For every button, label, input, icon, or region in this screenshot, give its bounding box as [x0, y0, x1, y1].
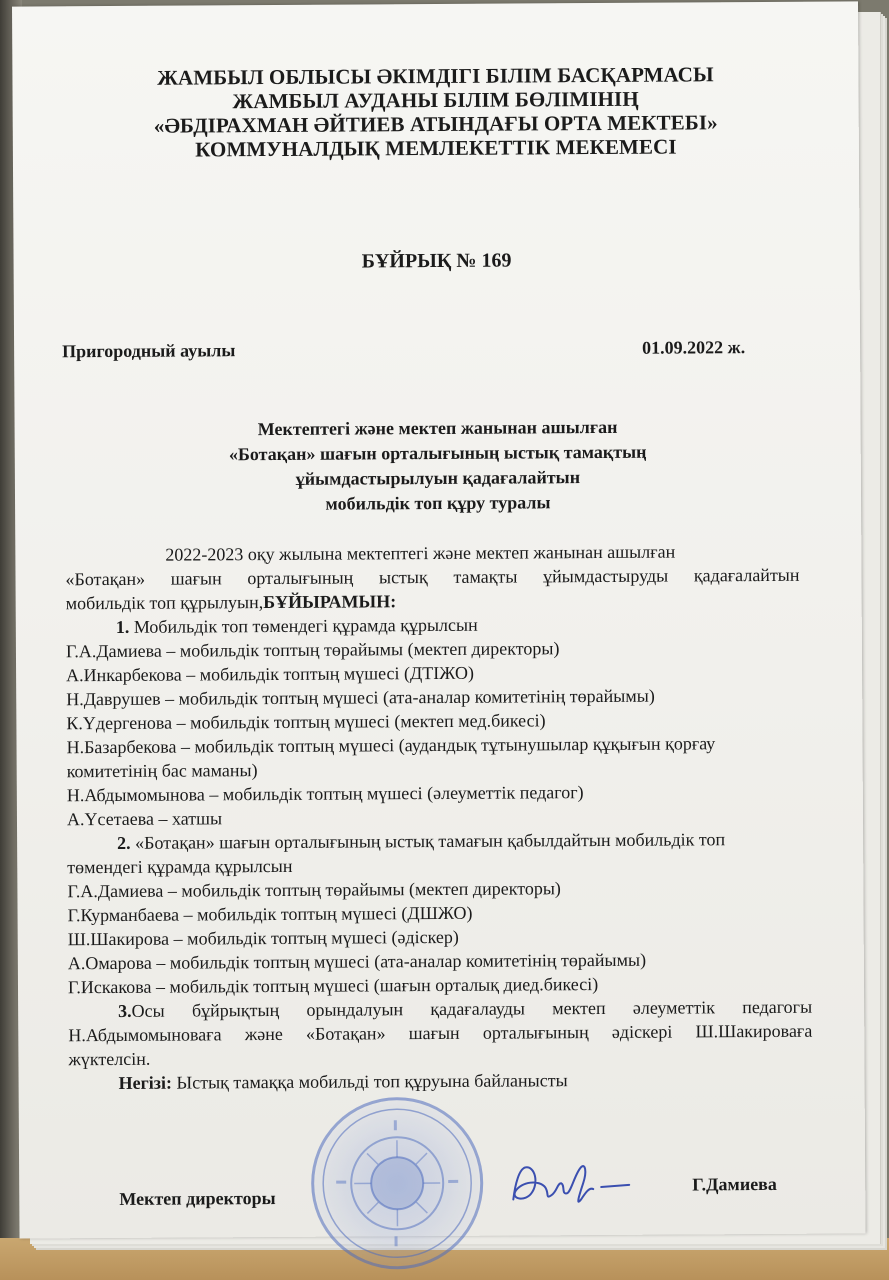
- list-item: Н.Даврушев – мобильдік топтың мүшесі (ата-аналар комитетінің төрайымы): [66, 685, 655, 710]
- intro-line-1: 2022-2023 оқу жылына мектептегі және мектеп жанынан ашылған: [165, 541, 676, 565]
- order-date: 01.09.2022 ж.: [642, 337, 746, 358]
- list-item: Г.Курманбаева – мобильдік топтың мүшесі (ДШЖО): [67, 902, 473, 926]
- title-line-1: Мектептегі және мектеп жанынан ашылған: [257, 416, 618, 440]
- header-line-2: ЖАМБЫЛ АУДАНЫ БІЛІМ БӨЛІМІНІҢ: [232, 86, 639, 114]
- basis-line: [119, 1068, 568, 1095]
- section-2-heading: [117, 827, 725, 855]
- section-1-heading: [116, 613, 478, 639]
- document-page: [12, 1, 866, 1238]
- section-3-number: 3.: [118, 1000, 132, 1021]
- section-3-text: Осы бұйрықтың орындалуын қадағалауды мектеп әлеуметтік педагогы: [131, 996, 813, 1021]
- intro-line-3: [66, 589, 397, 615]
- handwritten-signature: [505, 1153, 635, 1219]
- list-item: Г.Искакова – мобильдік топтың мүшесі (шағын орталық диед.бикесі): [67, 974, 599, 998]
- list-item: А.Инкарбекова – мобильдік топтың мүшесі (ДТІЖО): [66, 662, 474, 686]
- intro-text: мобильдік топ құрылуын,: [65, 592, 264, 614]
- header-line-3: «ӘБДІРАХМАН ӘЙТИЕВ АТЫНДАҒЫ ОРТА МЕКТЕБІ»: [153, 110, 718, 138]
- list-item: Г.А.Дамиева – мобильдік топтың төрайымы (мектеп директоры): [67, 878, 561, 902]
- title-line-4: мобильдік топ құру туралы: [325, 492, 551, 514]
- section-2-number: 2.: [117, 832, 131, 853]
- decree-word: БҰЙЫРАМЫН:: [263, 591, 397, 613]
- official-seal-stamp: [311, 1097, 484, 1270]
- list-item: Н.Базарбекова – мобильдік топтың мүшесі (аудандық тұтынушылар құқығын қорғау: [66, 733, 716, 758]
- list-item: Ш.Шакирова – мобильдік топтың мүшесі (әдіскер): [67, 926, 459, 950]
- list-item: А.Омарова – мобильдік топтың мүшесі (ата-аналар комитетінің төрайымы): [67, 949, 647, 974]
- section-1-number: 1.: [115, 616, 130, 637]
- seal-emblem-icon: [314, 1100, 481, 1267]
- section-2-text-cont: төмендегі құрамда құрылсын: [67, 855, 293, 878]
- section-1-text: Мобильдік топ төмендегі құрамда құрылсын: [129, 614, 478, 637]
- list-item: комитетінің бас маманы): [66, 760, 258, 782]
- section-3-line-2: Н.Абдымомыноваға және «Ботақан» шағын орталығының әдіскері Ш.Шакироваға: [68, 1020, 813, 1046]
- header-line-1: ЖАМБЫЛ ОБЛЫСЫ ӘКІМДІГІ БІЛІМ БАСҚАРМАСЫ: [157, 62, 714, 90]
- section-2-text: «Ботақан» шағын орталығының ыстық тамағын қабылдайтын мобильдік топ: [130, 829, 726, 853]
- director-name: Г.Дамиева: [692, 1173, 777, 1195]
- list-item: Г.А.Дамиева – мобильдік топтың төрайымы (мектеп директоры): [65, 638, 560, 662]
- director-title: Мектеп директоры: [119, 1187, 276, 1209]
- list-item: А.Үсетаева – хатшы: [66, 808, 223, 830]
- basis-text: Ыстық тамаққа мобильді топ құруына байланысты: [171, 1070, 568, 1093]
- title-line-2: «Ботақан» шағын орталығының ыстық тамақтың: [228, 441, 647, 465]
- order-number: БҰЙРЫҚ № 169: [361, 249, 512, 273]
- list-item: К.Үдергенова – мобильдік топтың мүшесі (мектеп мед.бикесі): [66, 710, 546, 734]
- header-line-4: КОММУНАЛДЫҚ МЕМЛЕКЕТТІК МЕКЕМЕСІ: [195, 134, 677, 162]
- section-3-line-3: жүктелсін.: [68, 1048, 151, 1070]
- list-item: Н.Абдымомынова – мобильдік топтың мүшесі (әлеуметтік педагог): [66, 782, 584, 806]
- title-line-3: ұйымдастырылуын қадағалайтын: [295, 467, 581, 489]
- intro-line-2: «Ботақан» шағын орталығының ыстық тамақты ұйымдастыруды қадағалайтын: [65, 564, 800, 590]
- basis-label: Негізі:: [118, 1072, 173, 1093]
- order-place: Пригородный ауылы: [62, 340, 236, 362]
